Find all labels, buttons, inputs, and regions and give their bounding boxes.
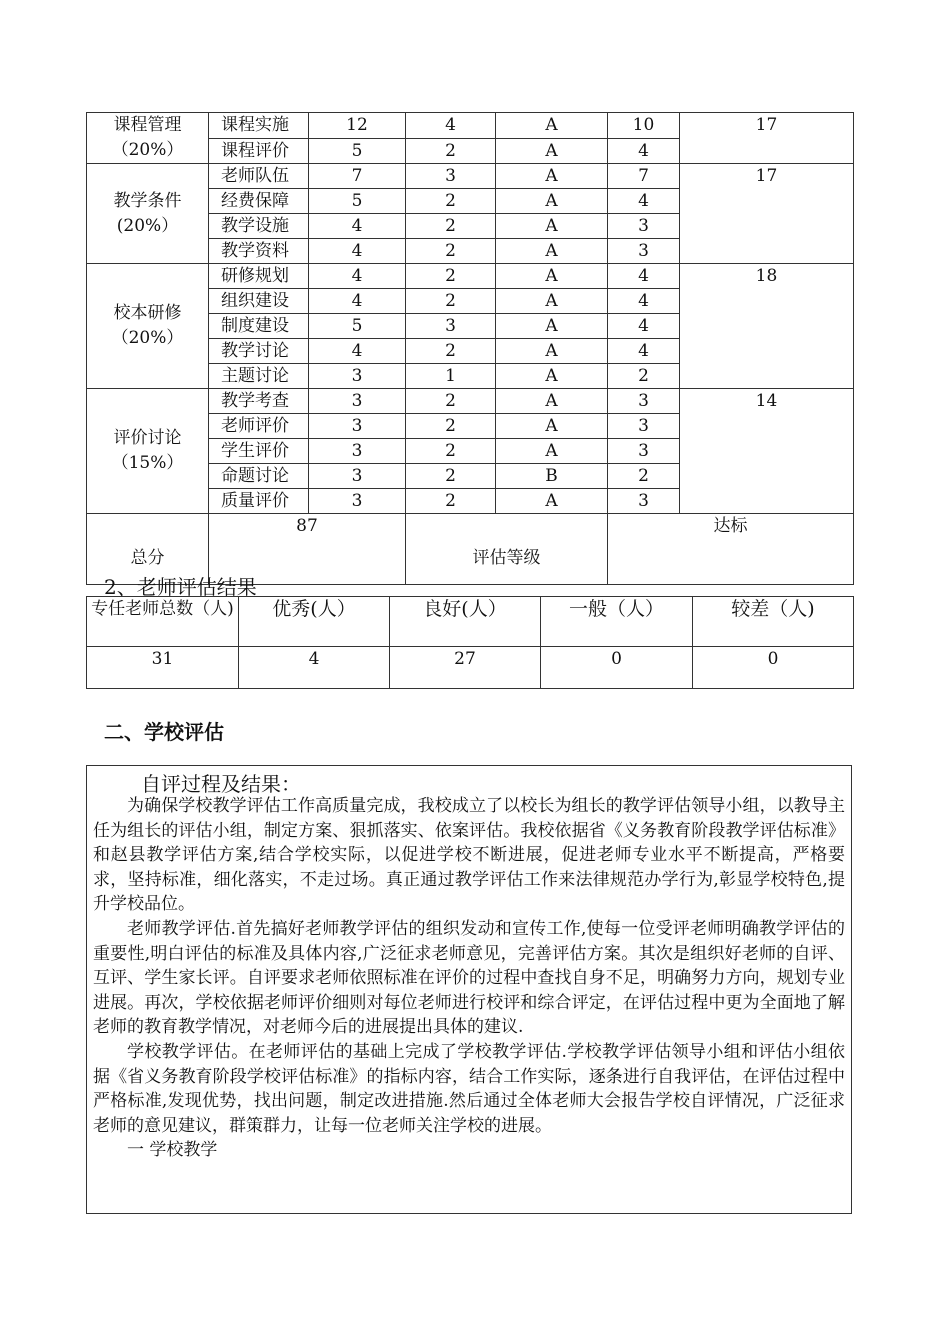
item-cell: 教学设施 (209, 214, 309, 239)
item-cell: 课程评价 (209, 138, 309, 164)
item-cell: 教学资料 (209, 239, 309, 264)
value-cell: 3 (608, 389, 680, 414)
group-total-cell: 17 (680, 164, 854, 264)
header-poor: 较差（人) (693, 597, 854, 647)
value-cell: 2 (406, 339, 496, 364)
value-cell: A (496, 214, 608, 239)
item-cell: 主题讨论 (209, 364, 309, 389)
value-cell: A (496, 138, 608, 164)
value-cell: 5 (309, 314, 406, 339)
value-cell: 1 (406, 364, 496, 389)
header-total-teachers: 专任老师总数（人) (87, 597, 239, 647)
value-cell: 2 (608, 464, 680, 489)
value-cell: A (496, 113, 608, 139)
value-cell: 2 (406, 289, 496, 314)
evaluation-score-table (86, 112, 854, 585)
header-average: 一般（人） (541, 597, 693, 647)
value-cell: 12 (309, 113, 406, 139)
value-cell: 3 (406, 164, 496, 189)
paragraph: 为确保学校教学评估工作高质量完成，我校成立了以校长为组长的教学评估领导小组，以教导主任为组长的评估小组，制定方案、狠抓落实、依案评估。我校依据省《义务教育阶段教学评估标准》和赵县教学评估方案,结合学校实际，以促进学校不断进展，促进老师专业水平不断提高，严格要求，坚持标准，细化落实，不走过场。真正通过教学评估工作来法律规范办学行为,彰显学校特色,提升学校品位。 (93, 796, 845, 915)
table-row (87, 164, 854, 189)
value-cell: 4 (608, 289, 680, 314)
value-cell: 3 (309, 414, 406, 439)
section-school-evaluation-title: 二、学校评估 (104, 720, 224, 744)
item-cell: 教学讨论 (209, 339, 309, 364)
value-cell: A (496, 364, 608, 389)
value-cell: 2 (406, 489, 496, 514)
value-cell: 4 (608, 264, 680, 289)
value-cell: 4 (608, 189, 680, 214)
value-cell: 3 (309, 364, 406, 389)
value-cell: 3 (309, 389, 406, 414)
group-total-cell: 18 (680, 264, 854, 389)
value-cell: 4 (309, 214, 406, 239)
score-table-body (87, 113, 854, 585)
value-cell: A (496, 414, 608, 439)
value-cell: A (496, 339, 608, 364)
paragraph: 一 学校教学 (127, 1140, 218, 1161)
category-cell: 课程管理（20%） (87, 113, 209, 164)
value-cell: 4 (309, 289, 406, 314)
paragraph: 老师教学评估.首先搞好老师教学评估的组织发动和宣传工作,使每一位受评老师明确教学评估的重要性,明白评估的标准及具体内容,广泛征求老师意见，完善评估方案。其次是组织好老师的自评、互评、学生家长评。自评要求老师依照标准在评价的过程中查找自身不足，明确努力方向，规划专业进展。再次，学校依据老师评价细则对每位老师进行校评和综合评定，在评估过程中更为全面地了解老师的教育教学情况，对老师今后的进展提出具体的建议. (93, 918, 845, 1038)
value-cell: 3 (309, 489, 406, 514)
value-cell: 5 (309, 189, 406, 214)
item-cell: 命题讨论 (209, 464, 309, 489)
value-cell: 3 (608, 214, 680, 239)
value-cell: 2 (406, 264, 496, 289)
value-cell: 4 (309, 264, 406, 289)
value-cell: 3 (406, 314, 496, 339)
value-cell: 2 (406, 239, 496, 264)
value-cell: 4 (309, 239, 406, 264)
value-cell: 3 (608, 489, 680, 514)
section-teacher-results-title: 2、老师评估结果 (104, 575, 257, 599)
value-cell: 7 (608, 164, 680, 189)
total-label: 总分 (87, 514, 209, 585)
teacher-results-table (86, 596, 854, 689)
value-cell: 2 (406, 214, 496, 239)
item-cell: 教学考查 (209, 389, 309, 414)
value-average: 0 (541, 647, 693, 689)
value-cell: 2 (406, 464, 496, 489)
category-cell: 教学条件 (20%） (87, 164, 209, 264)
total-value: 87 (209, 514, 406, 585)
value-cell: 4 (608, 138, 680, 164)
item-cell: 老师队伍 (209, 164, 309, 189)
value-cell: 2 (608, 364, 680, 389)
value-cell: 2 (406, 138, 496, 164)
self-evaluation-text (93, 794, 845, 1163)
paragraph: 学校教学评估。在老师评估的基础上完成了学校教学评估.学校教学评估领导小组和评估小组依据《省义务教育阶段学校评估标准》的指标内容，结合工作实际，逐条进行自我评估，在评估过程中严格标准,发现优势，找出问题，制定改进措施.然后通过全体老师大会报告学校自评情况，广泛征求老师的意见建议，群策群力，让每一位老师关注学校的进展。 (93, 1041, 845, 1136)
grade-label: 评估等级 (406, 514, 608, 585)
value-cell: 2 (406, 439, 496, 464)
value-cell: A (496, 389, 608, 414)
value-excellent: 4 (239, 647, 390, 689)
value-cell: 3 (309, 464, 406, 489)
self-evaluation-title: 自评过程及结果： (141, 772, 301, 796)
value-cell: 4 (406, 113, 496, 139)
value-cell: 5 (309, 138, 406, 164)
group-total-cell: 14 (680, 389, 854, 514)
value-cell: 7 (309, 164, 406, 189)
value-cell: 2 (406, 414, 496, 439)
grade-value: 达标 (608, 514, 854, 585)
value-cell: 2 (406, 389, 496, 414)
value-cell: B (496, 464, 608, 489)
group-total-cell: 17 (680, 113, 854, 164)
value-cell: A (496, 439, 608, 464)
value-cell: 3 (608, 439, 680, 464)
value-cell: 3 (608, 239, 680, 264)
header-excellent: 优秀(人） (239, 597, 390, 647)
item-cell: 学生评价 (209, 439, 309, 464)
table-row (87, 264, 854, 289)
category-cell: 校本研修（20%） (87, 264, 209, 389)
category-cell: 评价讨论（15%） (87, 389, 209, 514)
value-cell: A (496, 164, 608, 189)
value-cell: 4 (309, 339, 406, 364)
header-good: 良好(人） (390, 597, 541, 647)
value-cell: 10 (608, 113, 680, 139)
value-cell: 4 (608, 314, 680, 339)
value-cell: A (496, 314, 608, 339)
value-cell: A (496, 189, 608, 214)
item-cell: 制度建设 (209, 314, 309, 339)
item-cell: 课程实施 (209, 113, 309, 139)
value-good: 27 (390, 647, 541, 689)
item-cell: 组织建设 (209, 289, 309, 314)
value-poor: 0 (693, 647, 854, 689)
value-cell: 2 (406, 189, 496, 214)
value-cell: 3 (309, 439, 406, 464)
value-cell: 4 (608, 339, 680, 364)
value-cell: A (496, 264, 608, 289)
table-row (87, 113, 854, 139)
value-cell: A (496, 289, 608, 314)
value-total-teachers: 31 (87, 647, 239, 689)
table-row (87, 389, 854, 414)
value-cell: A (496, 489, 608, 514)
item-cell: 质量评价 (209, 489, 309, 514)
item-cell: 经费保障 (209, 189, 309, 214)
value-cell: 3 (608, 414, 680, 439)
item-cell: 老师评价 (209, 414, 309, 439)
value-cell: A (496, 239, 608, 264)
item-cell: 研修规划 (209, 264, 309, 289)
self-evaluation-box (86, 765, 852, 1214)
